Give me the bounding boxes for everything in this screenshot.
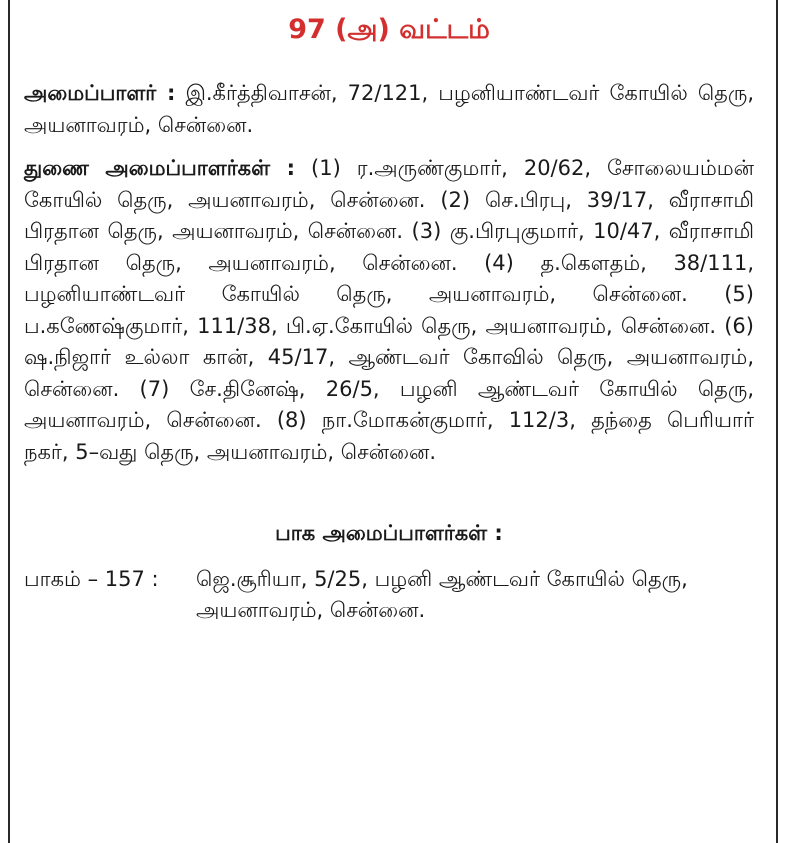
deputies-text: (1) ர.அருண்குமார், 20/62, சோலையம்மன் கோயில் தெரு, அயனாவரம், சென்னை. (2) செ.பிரபு, 39/17, வீராசாமி பிரதான தெரு, அயனாவரம், சென்னை. (3) கு.பிரபுகுமார், 10/47, வீராசாமி பிரதான தெரு, அயனாவரம், சென்னை. (4) த.கௌதம், 38/111, பழனியாண்டவர் கோயில் தெரு, அயனாவரம், சென்னை. (5) ப.கணேஷ்குமார், 111/38, பி.ஏ.கோயில் தெரு, அயனாவரம், சென்னை. (6) ஷ.நிஜார் உல்லா கான், 45/17, ஆண்டவர் கோவில் தெரு, அயனாவரம், சென்னை. (7) சே.தினேஷ், 26/5, பழனி ஆண்டவர் கோயில் தெரு, அயனாவரம், சென்னை. (8) நா.மோகன்குமார், 112/3, தந்தை பெரியார் நகர், 5–வது தெரு, அயனாவரம், சென்னை. <box>24 156 754 464</box>
part-entry <box>24 564 754 627</box>
organizer-paragraph <box>24 78 754 141</box>
part-text: ஜெ.சூரியா, 5/25, பழனி ஆண்டவர் கோயில் தெரு, அயனாவரம், சென்னை. <box>196 566 688 622</box>
part-organizers-heading: பாக அமைப்பாளர்கள் : <box>275 521 503 545</box>
ward-title: 97 (அ) வட்டம் <box>288 14 490 45</box>
part-label: பாகம் – 157 : <box>24 566 159 591</box>
deputies-label: துணை அமைப்பாளர்கள் : <box>24 156 296 180</box>
deputies-paragraph <box>24 153 754 468</box>
organizer-text: இ.கீர்த்திவாசன், 72/121, பழனியாண்டவர் கோயில் தெரு, அயனாவரம், சென்னை. <box>24 81 755 137</box>
organizer-label: அமைப்பாளர் : <box>24 81 176 105</box>
document-content <box>24 0 754 627</box>
